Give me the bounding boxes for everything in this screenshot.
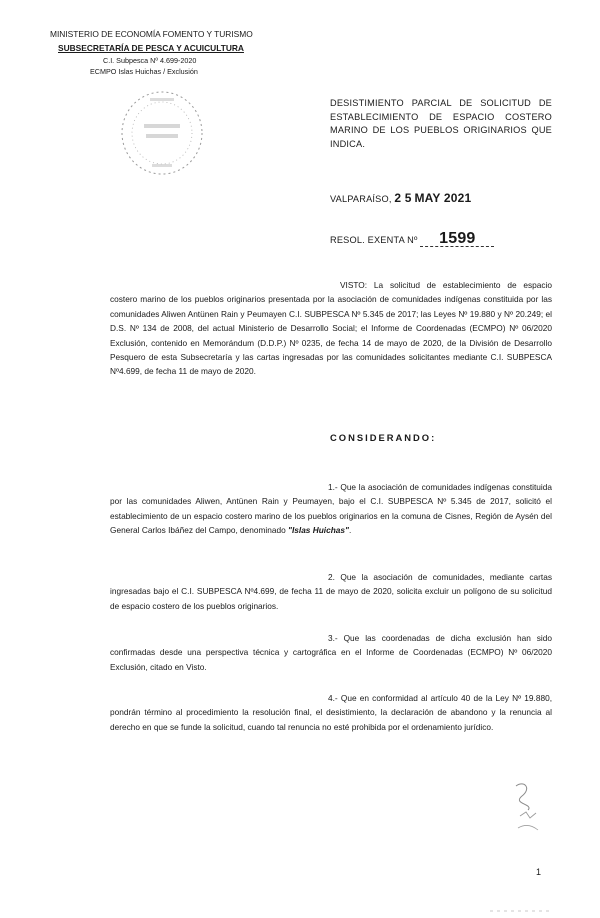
item-text: Que la asociación de comunidades indígenas constituida por las comunidades Aliwen, Antünen Rain y Peumayen, bajo el C.I. SUBPESCA Nº 5.345 de 2017, solicitó el establecimiento de un espacio costero marino de los pueblos originarios en la comuna de Cisnes, Región de Aysén del General Carlos Ibáñez del Campo, denominado: [110, 482, 552, 536]
date-month-year: MAY 2021: [414, 191, 472, 205]
considerando-item-3: [110, 631, 552, 674]
considerando-item-2: [110, 570, 552, 613]
resolution-label: RESOL. EXENTA Nº: [330, 235, 418, 245]
item-text: Que en conformidad al artículo 40 de la Ley Nº 19.880, pondrán término al procedimiento la resolución final, el desistimiento, la declaración de abandono y la renuncia al derecho en que se funde la solicitud, cuando tal renuncia no esté prohibida por el ordenamiento jurídico.: [110, 693, 552, 732]
reference-number: C.I. Subpesca Nº 4.699-2020: [103, 56, 197, 65]
item-number: 2.: [328, 572, 335, 582]
item-number: 4.-: [328, 693, 338, 703]
considerando-heading: CONSIDERANDO:: [330, 432, 437, 443]
ministry-header: MINISTERIO DE ECONOMÍA FOMENTO Y TURISMO: [50, 29, 253, 39]
date-day: 2 5: [394, 191, 412, 205]
place-and-date: [330, 191, 471, 205]
resolution-line: [330, 232, 494, 247]
visto-paragraph: [110, 278, 552, 379]
visto-text: La solicitud de establecimiento de espacio costero marino de los pueblos originarios presentada por la asociación de comunidades indígenas constituida por las comunidades Aliwen Antünen Rain y Peumayen C.I. SUBPESCA Nº 5.345 de 2017; las Leyes Nº 19.880 y Nº 20.249; el D.S. Nº 134 de 2008, del actual Ministerio de Desarrollo Social; el Informe de Coordenadas (ECMPO) Nº 06/2020 Exclusión, contenido en Memorándum (D.D.P.) Nº 0235, de fecha 14 de mayo de 2020, de la División de Desarrollo Pesquero de esta Subsecretaría y las cartas ingresadas por las comunidades solicitantes mediante C.I. SUBPESCA Nº4.699, de fecha 11 de mayo de 2020.: [110, 280, 552, 377]
item-text: Que las coordenadas de dicha exclusión han sido confirmadas desde una perspectiva técnica y cartográfica en el Informe de Coordenadas (ECMPO) Nº 06/2020 Exclusión, citado en Visto.: [110, 633, 552, 672]
page-number: 1: [536, 867, 542, 877]
scan-edge-mark: [490, 908, 550, 914]
item-text: Que la asociación de comunidades, mediante cartas ingresadas bajo el C.I. SUBPESCA Nº4.699, de fecha 11 de mayo de 2020, solicita excluir un polígono de su solicitud de espacio costero de los pueblos originarios.: [110, 572, 552, 611]
visto-label: VISTO:: [340, 280, 368, 290]
resolution-number: 1599: [420, 232, 494, 247]
subsecretaria-header: SUBSECRETARÍA DE PESCA Y ACUICULTURA: [58, 43, 244, 53]
considerando-item-4: [110, 691, 552, 734]
resolution-title: DESISTIMIENTO PARCIAL DE SOLICITUD DE ESTABLECIMIENTO DE ESPACIO COSTERO MARINO DE LOS PUEBLOS ORIGINARIOS QUE INDICA.: [330, 98, 552, 149]
item-number: 3.-: [328, 633, 338, 643]
ecmpo-reference: ECMPO Islas Huichas / Exclusión: [90, 67, 198, 76]
item-tail: .: [348, 525, 352, 536]
official-seal-stamp: [118, 88, 206, 178]
item-number: 1.-: [328, 482, 338, 492]
city: VALPARAÍSO,: [330, 194, 392, 204]
considerando-item-1: [110, 480, 552, 538]
ecmpo-name: "Islas Huichas": [288, 525, 349, 536]
handwritten-initials-mark: [508, 778, 548, 838]
